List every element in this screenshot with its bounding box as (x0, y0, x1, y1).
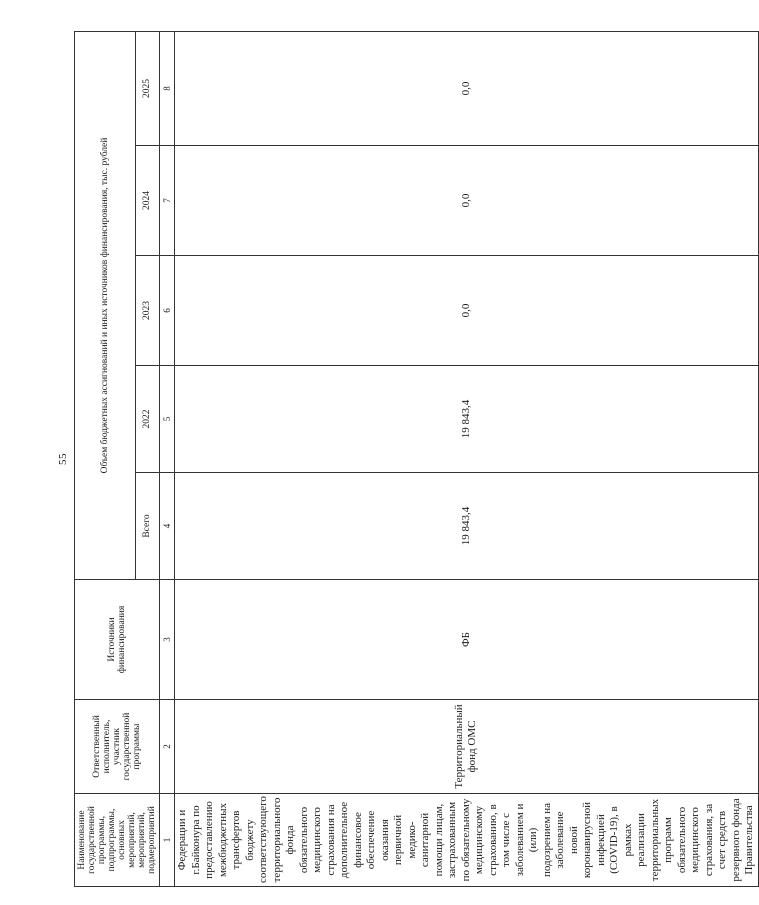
budget-table (74, 31, 759, 887)
page-number: 55 (57, 453, 69, 465)
header-year-2025: 2025 (135, 32, 159, 146)
header-year-total: Всего (135, 473, 159, 580)
row-executor: Территориальный фонд ОМС (175, 700, 759, 794)
row-value-total: 19 843,4 (175, 473, 759, 580)
header-name: Наименование государственной программы, подпрограммы, основных мероприятий, мероприятий, подмероприятий (75, 794, 160, 887)
column-number: 4 (160, 473, 175, 580)
column-number: 5 (160, 366, 175, 473)
header-executor: Ответственный исполнитель, участник государственной программы (75, 700, 160, 794)
column-number: 6 (160, 256, 175, 366)
column-number: 3 (160, 580, 175, 700)
row-value-2025: 0,0 (175, 32, 759, 146)
budget-table-container (74, 32, 755, 887)
row-value-2024: 0,0 (175, 146, 759, 256)
column-number: 8 (160, 32, 175, 146)
header-year-2022: 2022 (135, 366, 159, 473)
header-year-2024: 2024 (135, 146, 159, 256)
row-value-2022: 19 843,4 (175, 366, 759, 473)
header-year-2023: 2023 (135, 256, 159, 366)
row-name: Федерации и г.Байконура по предоставлению межбюджетных трансфертов бюджету соответствующего территориального фонда обязательного медицинского страхования на дополнительное финансовое обеспечение оказания первичной медико-санитарной помощи лицам, застрахованным по обязательному медицинскому страхованию, в том числе с заболеванием и (или) подозрением на заболевание новой коронавирусной инфекцией (COVID-19), в рамках реализации территориальных программ обязательного медицинского страхования, за счет средств резервного фонда Правительства (175, 794, 759, 887)
column-number: 1 (160, 794, 175, 887)
header-volume: Объем бюджетных ассигнований и иных источников финансирования, тыс. рублей (75, 32, 136, 580)
row-value-2023: 0,0 (175, 256, 759, 366)
column-number: 2 (160, 700, 175, 794)
header-source: Источники финансирования (75, 580, 160, 700)
column-number: 7 (160, 146, 175, 256)
row-source: ФБ (175, 580, 759, 700)
table-row (175, 32, 759, 887)
